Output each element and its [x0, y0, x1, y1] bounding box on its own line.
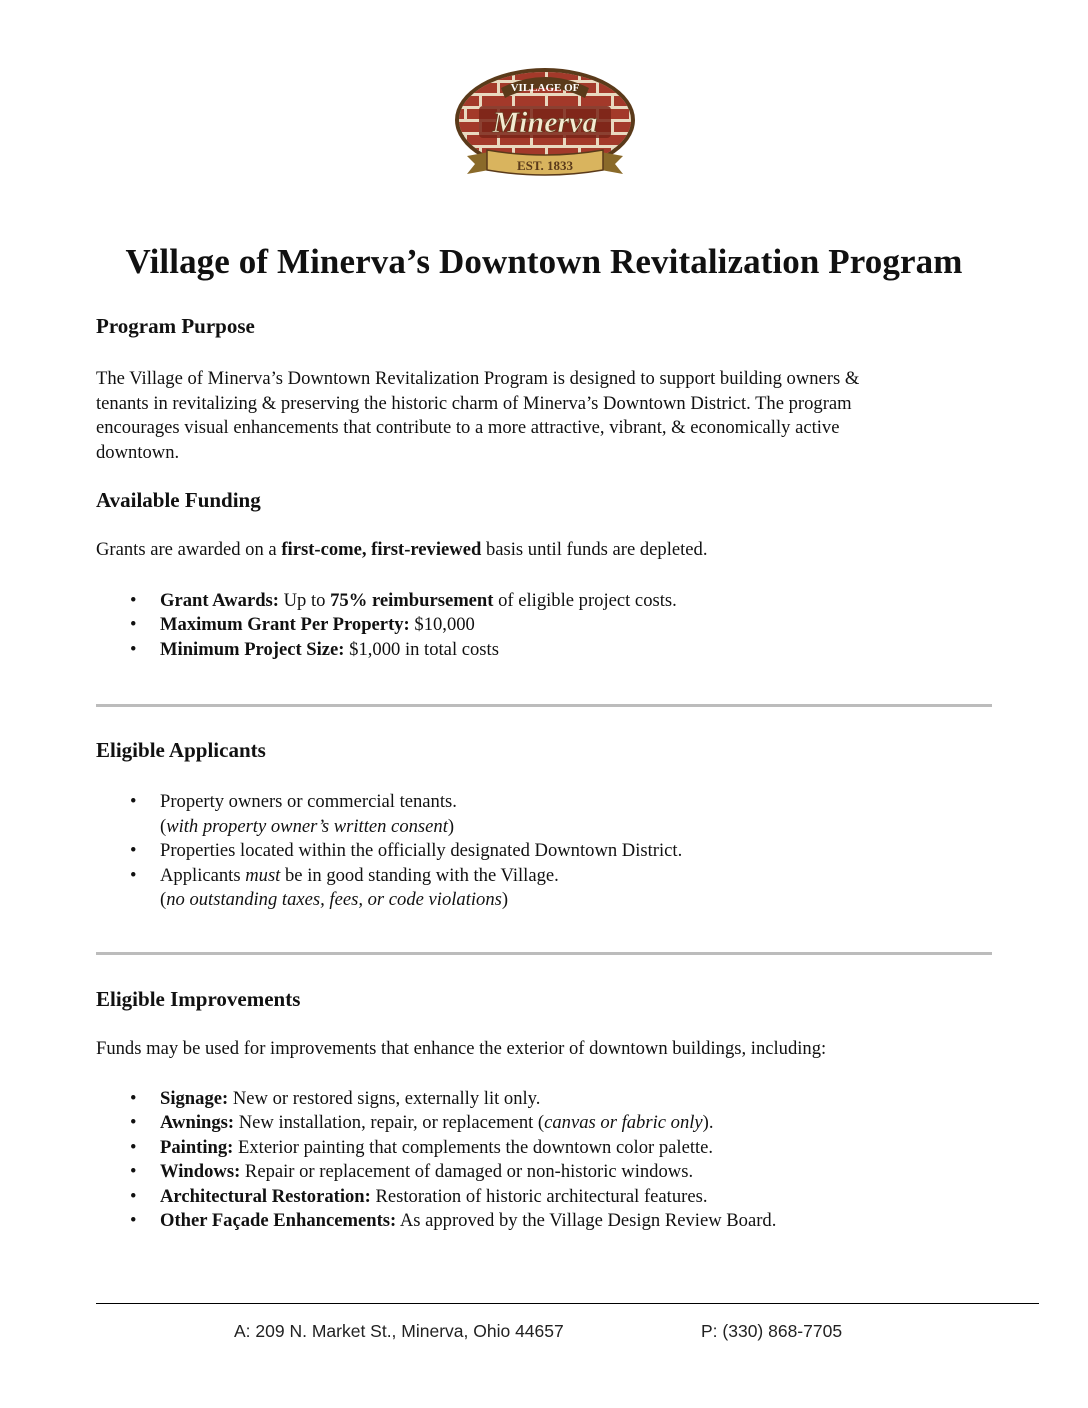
bullet-icon: •	[130, 1161, 137, 1182]
page-title: Village of Minerva’s Downtown Revitalization Program	[125, 242, 963, 281]
item-italic-note: no outstanding taxes, fees, or code violations	[166, 889, 502, 910]
purpose-line: The Village of Minerva’s Downtown Revitalization Program is designed to support building owners &	[96, 368, 860, 389]
bullet-icon: •	[130, 791, 137, 812]
paren-close: )	[501, 889, 509, 910]
item-label: Minimum Project Size:	[160, 638, 345, 660]
item-italic-note: with property owner’s written consent	[166, 815, 448, 837]
item-subnote	[160, 815, 996, 840]
list-item	[96, 864, 996, 913]
paren-open: (	[160, 889, 167, 910]
footer-phone: P: (330) 868-7705	[701, 1321, 843, 1341]
list-item	[96, 589, 996, 614]
funding-intro-text-end: basis until funds are depleted.	[481, 539, 708, 560]
item-label: Windows:	[160, 1161, 241, 1182]
program-purpose-heading: Program Purpose	[96, 314, 255, 338]
list-item	[96, 1111, 996, 1136]
item-label: Signage:	[160, 1087, 229, 1109]
logo-top-text: VILLAGE OF	[510, 82, 580, 94]
bullet-icon: •	[130, 1185, 137, 1207]
paren-close: )	[447, 815, 455, 837]
item-text: Restoration of historic architectural features.	[370, 1185, 708, 1207]
bullet-icon: •	[130, 1087, 137, 1109]
program-purpose-section	[96, 312, 996, 465]
item-text: $1,000 in total costs	[344, 638, 499, 660]
bullet-icon: •	[130, 1112, 137, 1133]
item-label: Maximum Grant Per Property:	[160, 614, 410, 635]
purpose-line: tenants in revitalizing & preserving the historic charm of Minerva’s Downtown District. The program	[96, 392, 852, 414]
eligible-improvements-heading: Eligible Improvements	[96, 987, 301, 1011]
item-text-end: of eligible project costs.	[493, 589, 677, 611]
funding-intro-text: Grants are awarded on a	[96, 539, 282, 560]
logo-established-text: EST. 1833	[516, 158, 574, 173]
bullet-icon: •	[130, 864, 137, 886]
list-item	[96, 1087, 996, 1112]
item-text: Property owners or commercial tenants.	[160, 791, 457, 812]
purpose-line: encourages visual enhancements that contribute to a more attractive, vibrant, & economically active	[96, 417, 840, 438]
item-text: Applicants	[160, 864, 246, 886]
list-item	[96, 613, 996, 638]
bullet-icon: •	[130, 1210, 137, 1231]
item-bold: 75% reimbursement	[330, 589, 494, 611]
list-item	[96, 790, 996, 839]
purpose-line: downtown.	[96, 441, 180, 463]
bullet-icon: •	[130, 840, 137, 861]
bullet-icon: •	[130, 638, 137, 660]
paren-open: (	[160, 815, 167, 837]
section-divider	[96, 704, 992, 707]
list-item	[96, 638, 996, 663]
funding-intro-bold: first-come, first-reviewed	[281, 539, 482, 560]
item-text-end: ).	[702, 1112, 714, 1133]
bullet-icon: •	[130, 1136, 137, 1158]
item-text: Up to	[278, 589, 331, 611]
item-text: Properties located within the officially designated Downtown District.	[160, 840, 683, 861]
improvements-intro: Funds may be used for improvements that enhance the exterior of downtown buildings, including:	[96, 1038, 827, 1059]
item-label: Awnings:	[160, 1112, 235, 1133]
item-text: New installation, repair, or replacement (	[234, 1112, 545, 1133]
item-italic: must	[245, 864, 281, 886]
village-logo	[449, 64, 641, 182]
item-text: $10,000	[409, 614, 475, 635]
eligible-improvements-section	[96, 985, 996, 1234]
footer-address: A: 209 N. Market St., Minerva, Ohio 44657	[234, 1321, 564, 1341]
available-funding-section	[96, 486, 996, 662]
section-divider	[96, 952, 992, 955]
item-text: Repair or replacement of damaged or non-historic windows.	[240, 1161, 694, 1182]
eligible-applicants-heading: Eligible Applicants	[96, 738, 266, 762]
item-text: New or restored signs, externally lit only.	[228, 1087, 541, 1109]
funding-list	[96, 589, 996, 663]
list-item	[96, 1160, 996, 1185]
program-purpose-paragraph	[96, 367, 996, 465]
improvements-list	[96, 1087, 996, 1234]
item-text-end: be in good standing with the Village.	[280, 864, 559, 886]
bullet-icon: •	[130, 589, 137, 611]
available-funding-heading: Available Funding	[96, 488, 261, 512]
funding-intro	[96, 538, 996, 563]
list-item	[96, 1185, 996, 1210]
item-text: Exterior painting that complements the downtown color palette.	[233, 1136, 714, 1158]
item-italic: canvas or fabric only	[544, 1112, 703, 1133]
applicants-list	[96, 790, 996, 913]
eligible-applicants-section	[96, 736, 996, 913]
list-item	[96, 839, 996, 864]
bullet-icon: •	[130, 614, 137, 635]
item-text: As approved by the Village Design Review Board.	[396, 1210, 777, 1231]
item-label: Grant Awards:	[160, 589, 279, 611]
list-item	[96, 1209, 996, 1234]
item-label: Painting:	[160, 1136, 234, 1158]
logo-name-text: Minerva	[492, 106, 598, 139]
list-item	[96, 1136, 996, 1161]
item-subnote	[160, 888, 996, 913]
item-label: Architectural Restoration:	[160, 1185, 371, 1207]
footer-divider	[96, 1303, 1039, 1304]
item-label: Other Façade Enhancements:	[160, 1210, 397, 1231]
